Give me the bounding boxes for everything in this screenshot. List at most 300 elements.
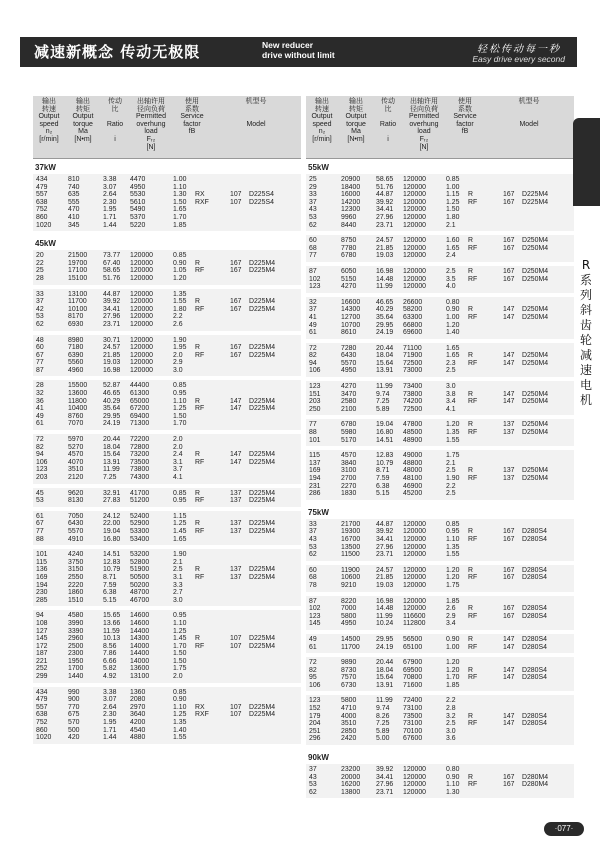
table-cell: 108 xyxy=(36,619,48,627)
table-cell: 102 xyxy=(309,275,321,283)
header-overhung-load: 出轴许用 径向负荷 Permitted overhung load Fᵣ₂ [N] xyxy=(409,98,439,151)
table-cell: 120000 xyxy=(130,267,153,275)
table-cell: 43 xyxy=(309,535,317,543)
table-row xyxy=(306,222,574,230)
table-cell: 2.5 xyxy=(173,566,183,574)
table-row xyxy=(33,359,301,367)
table-cell: 410 xyxy=(68,213,80,221)
table-row xyxy=(33,665,301,673)
table-cell: 252 xyxy=(36,665,48,673)
table-cell: 3510 xyxy=(341,720,357,728)
table-cell: 2.9 xyxy=(173,359,183,367)
spec-group xyxy=(33,488,301,507)
reducer-type-line: RF xyxy=(195,458,205,466)
table-cell: 1.65 xyxy=(446,352,460,360)
table-cell: 32 xyxy=(36,390,44,398)
table-cell: 66800 xyxy=(403,321,423,329)
table-header xyxy=(306,96,574,159)
table-cell: 1.40 xyxy=(173,726,187,734)
table-row xyxy=(306,544,574,552)
table-cell: 15.64 xyxy=(103,451,121,459)
table-cell: 48700 xyxy=(130,589,150,597)
reducer-type-line: RF xyxy=(468,720,478,728)
motor-model-line: D280S4 xyxy=(522,666,547,674)
table-row xyxy=(33,252,301,260)
table-cell: 115 xyxy=(36,558,47,566)
table-row xyxy=(33,513,301,521)
table-cell: 120000 xyxy=(403,773,426,781)
table-cell: 3.07 xyxy=(103,183,117,191)
table-cell: 73100 xyxy=(403,720,423,728)
frame-size xyxy=(230,566,242,581)
table-cell: 44.87 xyxy=(376,191,394,199)
frame-size-line: 167 xyxy=(230,305,242,313)
table-cell: 26600 xyxy=(403,298,423,306)
frame-size xyxy=(503,636,515,651)
table-cell: 2850 xyxy=(341,727,357,735)
frame-size xyxy=(230,451,242,466)
table-cell: 12.83 xyxy=(376,452,394,460)
table-cell: 1.60 xyxy=(446,237,460,245)
frame-size-line: 167 xyxy=(503,237,515,245)
motor-model-line: D225M4 xyxy=(249,344,276,352)
table-cell: 16200 xyxy=(341,781,361,789)
table-cell: 120000 xyxy=(403,535,426,543)
table-cell: 53300 xyxy=(130,527,150,535)
table-cell: 5610 xyxy=(130,198,146,206)
spec-group xyxy=(33,250,301,284)
motor-model xyxy=(522,237,548,252)
motor-model-line: D250M4 xyxy=(522,306,549,314)
table-row xyxy=(33,214,301,222)
table-row xyxy=(33,413,301,421)
table-cell: 50500 xyxy=(130,573,150,581)
table-row xyxy=(306,452,574,460)
reducer-type-line: R xyxy=(468,421,473,429)
reducer-type xyxy=(195,704,209,719)
motor-model-line: D250M4 xyxy=(522,275,549,283)
motor-model xyxy=(522,636,547,651)
table-cell: 4570 xyxy=(341,452,357,460)
motor-model xyxy=(522,268,548,283)
table-cell: 299 xyxy=(36,673,48,681)
table-row xyxy=(306,483,574,491)
reducer-type-line: RF xyxy=(195,497,205,505)
table-cell: 10600 xyxy=(341,574,361,582)
table-cell: 0.95 xyxy=(173,390,187,398)
reducer-type xyxy=(468,774,477,789)
table-cell: 61300 xyxy=(130,390,150,398)
table-row xyxy=(306,460,574,468)
table-cell: 40.29 xyxy=(376,306,394,314)
table-cell: 120000 xyxy=(130,252,153,260)
table-cell: 675 xyxy=(68,711,80,719)
table-cell: 120000 xyxy=(130,366,153,374)
table-cell: 88 xyxy=(309,429,317,437)
frame-size-line: 167 xyxy=(230,344,242,352)
table-cell: 120000 xyxy=(403,191,426,199)
motor-model xyxy=(522,713,547,728)
table-cell: 61 xyxy=(36,420,44,428)
table-cell: 1.95 xyxy=(173,344,187,352)
table-cell: 120000 xyxy=(403,788,426,796)
table-cell: 62 xyxy=(36,320,44,328)
banner-slogan-cn: 轻松传动每一秒 xyxy=(477,44,561,55)
reducer-type-line: RF xyxy=(468,244,478,252)
reducer-type-line: R xyxy=(195,259,200,267)
table-cell: 3100 xyxy=(341,467,357,475)
table-cell: 120000 xyxy=(130,298,153,306)
table-row xyxy=(33,321,301,329)
table-cell: 3510 xyxy=(68,466,84,474)
table-cell: 87 xyxy=(309,267,317,275)
table-cell: 51900 xyxy=(130,566,150,574)
table-cell: 1020 xyxy=(36,734,52,742)
table-cell: 9.74 xyxy=(376,390,390,398)
frame-size xyxy=(230,704,242,719)
table-cell: 8170 xyxy=(68,313,84,321)
reducer-type-line: RXF xyxy=(195,198,209,206)
table-cell: 120000 xyxy=(403,597,426,605)
frame-size-line: 137 xyxy=(230,497,242,505)
table-cell: 4.92 xyxy=(103,673,117,681)
table-cell: 6.38 xyxy=(376,482,390,490)
table-cell: 8.26 xyxy=(376,712,390,720)
motor-model-line: D280S4 xyxy=(522,574,547,582)
table-cell: 53 xyxy=(309,213,317,221)
table-cell: 61 xyxy=(309,329,317,337)
table-cell: 5.15 xyxy=(376,490,390,498)
table-row xyxy=(33,727,301,735)
table-cell: 1.45 xyxy=(173,527,187,535)
table-cell: 52800 xyxy=(130,558,150,566)
reducer-type-line: R xyxy=(468,352,473,360)
table-cell: 1.44 xyxy=(103,221,117,229)
table-cell: 0.85 xyxy=(446,176,460,183)
table-cell: 46700 xyxy=(130,596,150,604)
motor-model-line: D280S4 xyxy=(522,528,547,536)
table-row xyxy=(306,322,574,330)
table-cell: 7780 xyxy=(341,244,357,252)
table-cell: 2.5 xyxy=(446,267,456,275)
table-cell: 49 xyxy=(309,635,317,643)
table-cell: 2700 xyxy=(341,475,357,482)
table-cell: 1.00 xyxy=(173,176,187,183)
table-cell: 20000 xyxy=(341,773,361,781)
table-cell: 1.35 xyxy=(446,543,460,551)
table-row xyxy=(33,689,301,697)
table-cell: 1.10 xyxy=(173,619,187,627)
motor-model-line: D250M4 xyxy=(522,429,549,437)
table-cell: 123 xyxy=(36,466,48,474)
frame-size xyxy=(230,260,242,275)
table-cell: 52400 xyxy=(130,512,150,520)
table-cell: 123 xyxy=(309,283,321,291)
table-cell: 58200 xyxy=(403,306,423,314)
table-cell: 34.41 xyxy=(376,773,394,781)
table-cell: 194 xyxy=(36,581,48,589)
header-service-factor: 使用 系数 Service factor fB xyxy=(453,98,477,136)
header-model: 机型号 Model xyxy=(518,98,540,128)
table-cell: 120000 xyxy=(130,274,153,282)
power-section-label: 45kW xyxy=(35,239,56,249)
table-cell: 14500 xyxy=(341,635,361,643)
table-cell: 7280 xyxy=(341,344,357,352)
table-cell: 3.1 xyxy=(173,458,183,466)
table-cell: 2.9 xyxy=(446,612,456,620)
frame-size xyxy=(230,191,242,206)
frame-size xyxy=(230,490,242,505)
reducer-type-line: R xyxy=(468,528,473,536)
table-row xyxy=(33,313,301,321)
table-cell: 3.0 xyxy=(173,366,183,374)
frame-size-line: 137 xyxy=(503,421,515,429)
table-cell: 1.00 xyxy=(446,183,460,191)
table-cell: 15.64 xyxy=(376,674,394,682)
motor-model-line: D225M4 xyxy=(249,267,276,275)
table-cell: 120000 xyxy=(403,574,426,582)
header-ratio: 传动 比 Ratio i xyxy=(379,98,397,143)
spec-group xyxy=(306,596,574,630)
frame-size xyxy=(503,191,515,206)
reducer-type xyxy=(468,352,477,367)
header-banner xyxy=(20,37,577,67)
table-row xyxy=(306,705,574,713)
table-cell: 1.10 xyxy=(446,781,460,789)
table-cell: 187 xyxy=(36,650,48,658)
table-cell: 6730 xyxy=(341,681,357,689)
table-cell: 0.90 xyxy=(173,696,187,704)
motor-model-line: D250M4 xyxy=(522,467,549,475)
table-cell: 11.99 xyxy=(376,612,393,620)
table-cell: 2080 xyxy=(130,696,146,704)
reducer-type-line: R xyxy=(468,390,473,398)
table-cell: 3.8 xyxy=(446,390,456,398)
power-section-label: 75kW xyxy=(308,507,329,517)
table-row xyxy=(33,222,301,230)
table-cell: 49 xyxy=(309,321,317,329)
table-cell: 7.25 xyxy=(376,720,390,728)
table-cell: 3750 xyxy=(68,558,84,566)
table-cell: 1.20 xyxy=(446,321,460,329)
frame-size-line: 147 xyxy=(503,390,515,398)
table-cell: 13600 xyxy=(130,665,150,673)
table-cell: 5980 xyxy=(341,429,357,437)
table-cell: 3150 xyxy=(68,566,84,574)
table-cell: 152 xyxy=(309,705,321,713)
header-model: 机型号 Model xyxy=(245,98,267,128)
table-cell: 48 xyxy=(36,336,44,344)
table-cell: 635 xyxy=(68,191,80,199)
table-cell: 2.8 xyxy=(446,705,456,713)
table-cell: 7000 xyxy=(341,605,357,613)
table-cell: 3.2 xyxy=(446,712,456,720)
table-cell: 3.3 xyxy=(173,581,183,589)
table-cell: 49000 xyxy=(403,452,423,460)
table-cell: 21700 xyxy=(341,520,361,528)
table-cell: 1.90 xyxy=(173,551,187,559)
table-cell: 51200 xyxy=(130,497,150,505)
header-overhung-load: 出轴许用 径向负荷 Permitted overhung load Fᵣ₂ [N] xyxy=(136,98,166,151)
table-cell: 14.48 xyxy=(376,605,394,613)
reducer-type xyxy=(468,605,477,620)
frame-size xyxy=(503,268,515,283)
table-cell: 77 xyxy=(309,252,317,260)
frame-size-line: 137 xyxy=(503,467,515,475)
table-cell: 120000 xyxy=(403,206,426,214)
table-cell: 120000 xyxy=(403,213,426,221)
table-cell: 9620 xyxy=(68,489,84,497)
table-cell: 1.05 xyxy=(173,267,187,275)
table-cell: 1.20 xyxy=(446,659,460,667)
side-series-label xyxy=(578,258,594,408)
power-section-label: 55kW xyxy=(308,163,329,172)
reducer-type xyxy=(468,391,477,406)
reducer-type-line: R xyxy=(468,566,473,574)
table-cell: 1510 xyxy=(68,596,84,604)
table-cell: 0.85 xyxy=(173,382,187,390)
table-row xyxy=(306,406,574,414)
reducer-type xyxy=(195,260,204,275)
table-cell: 4.1 xyxy=(173,474,183,481)
table-cell: 120000 xyxy=(130,259,153,267)
motor-model-line: D250M4 xyxy=(522,267,549,275)
table-cell: 2.0 xyxy=(173,673,183,681)
table-cell: 12700 xyxy=(341,313,361,321)
table-row xyxy=(33,696,301,704)
reducer-type-line: R xyxy=(468,605,473,613)
frame-size xyxy=(503,567,515,582)
table-cell: 87 xyxy=(36,366,44,374)
table-cell: 19.03 xyxy=(376,581,394,589)
table-cell: 6050 xyxy=(341,267,357,275)
motor-model xyxy=(249,298,275,313)
table-cell: 120000 xyxy=(130,344,153,352)
table-cell: 0.85 xyxy=(446,520,460,528)
table-cell: 1.44 xyxy=(103,734,117,742)
table-cell: 53200 xyxy=(130,551,150,559)
motor-model xyxy=(249,490,275,505)
side-label-char: 机 xyxy=(579,393,592,407)
table-cell: 15.65 xyxy=(103,612,121,620)
frame-size-line: 167 xyxy=(230,351,242,359)
table-cell: 70800 xyxy=(403,674,423,682)
table-cell: 94 xyxy=(36,612,44,620)
spec-group xyxy=(306,266,574,293)
table-cell: 27.96 xyxy=(376,781,394,789)
table-cell: 35.64 xyxy=(103,405,121,413)
table-cell: 230 xyxy=(36,589,48,597)
header-output-torque: 输出 转矩 Output torque Ma [N•m] xyxy=(345,98,367,143)
table-cell: 169 xyxy=(309,467,321,475)
table-row xyxy=(306,598,574,606)
table-cell: 120000 xyxy=(130,336,153,344)
frame-size xyxy=(230,520,242,535)
table-cell: 752 xyxy=(36,719,48,727)
table-cell: 73800 xyxy=(403,390,423,398)
frame-size-line: 137 xyxy=(230,489,242,497)
table-row xyxy=(33,390,301,398)
table-row xyxy=(33,466,301,474)
table-cell: 46.65 xyxy=(103,390,121,398)
motor-model xyxy=(249,191,274,206)
table-cell: 53 xyxy=(309,781,317,789)
table-cell: 2.2 xyxy=(446,482,456,490)
table-cell: 1.30 xyxy=(173,191,187,199)
frame-size-line: 167 xyxy=(230,259,242,267)
table-cell: 5.15 xyxy=(103,596,117,604)
banner-slogan-en: Easy drive every second xyxy=(472,54,565,64)
frame-size-line: 167 xyxy=(230,267,242,275)
table-cell: 251 xyxy=(309,727,321,735)
table-cell: 95 xyxy=(309,674,317,682)
frame-size-line: 137 xyxy=(230,566,242,574)
table-cell: 4200 xyxy=(130,719,146,727)
motor-model-line: D280M4 xyxy=(522,781,549,789)
table-cell: 1020 xyxy=(36,221,52,229)
motor-model-line: D225M4 xyxy=(249,397,276,405)
table-cell: 1.71 xyxy=(103,213,117,221)
reducer-type-line: RF xyxy=(468,475,478,482)
table-cell: 204 xyxy=(309,720,321,728)
table-cell: 8.71 xyxy=(103,573,117,581)
frame-size-line: 167 xyxy=(503,267,515,275)
spec-group xyxy=(306,450,574,500)
frame-size-line: 167 xyxy=(503,244,515,252)
table-cell: 28 xyxy=(36,382,44,390)
reducer-type-line: R xyxy=(195,635,200,643)
frame-size-line: 137 xyxy=(503,475,515,482)
table-cell: 13800 xyxy=(341,788,361,796)
reducer-type xyxy=(468,306,477,321)
frame-size xyxy=(230,398,242,413)
side-label-char: R xyxy=(581,258,591,272)
motor-model-line: D225S4 xyxy=(249,191,274,199)
table-row xyxy=(306,490,574,498)
motor-model xyxy=(249,398,275,413)
frame-size-line: 147 xyxy=(503,712,515,720)
table-cell: 770 xyxy=(68,703,80,711)
table-cell: 19.04 xyxy=(103,527,121,535)
table-cell: 21.85 xyxy=(103,351,121,359)
table-row xyxy=(306,299,574,307)
reducer-type-line: R xyxy=(468,712,473,720)
frame-size-line: 147 xyxy=(503,666,515,674)
table-cell: 6430 xyxy=(341,352,357,360)
motor-model-line: D280S4 xyxy=(522,712,547,720)
table-cell: 37 xyxy=(309,766,317,774)
table-cell: 120000 xyxy=(130,313,153,321)
table-cell: 203 xyxy=(36,474,48,481)
motor-model-line: D250M4 xyxy=(522,313,549,321)
table-cell: 1.10 xyxy=(173,703,187,711)
table-cell: 8.71 xyxy=(376,467,390,475)
table-cell: 120000 xyxy=(403,221,426,229)
table-cell: 3.07 xyxy=(103,696,117,704)
table-cell: 88 xyxy=(36,535,44,543)
table-cell: 53 xyxy=(36,497,44,505)
table-cell: 40.29 xyxy=(103,397,121,405)
table-cell: 102 xyxy=(309,605,321,613)
table-cell: 123 xyxy=(309,612,321,620)
table-cell: 48900 xyxy=(403,436,423,444)
table-cell: 74200 xyxy=(403,398,423,406)
table-cell: 2.2 xyxy=(173,313,183,321)
table-cell: 1.75 xyxy=(446,452,460,460)
frame-size-line: 147 xyxy=(503,398,515,406)
table-cell: 4.0 xyxy=(446,283,456,291)
table-cell: 120000 xyxy=(403,198,426,206)
